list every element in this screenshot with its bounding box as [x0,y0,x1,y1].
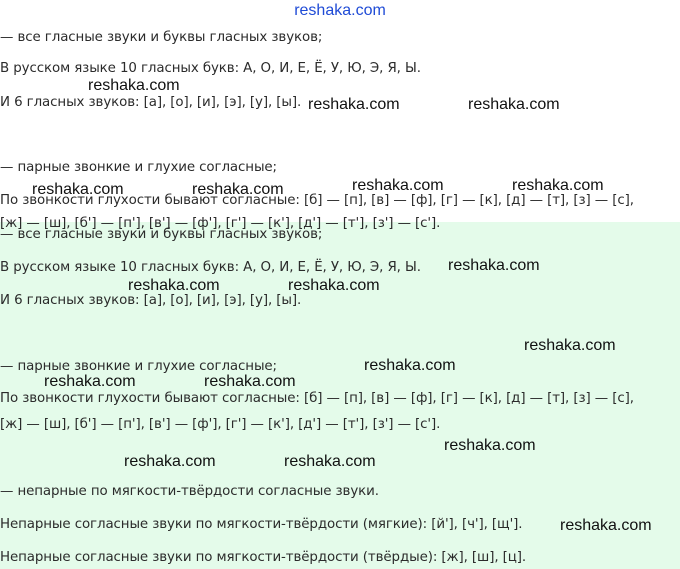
vowel-letters-text: В русском языке 10 гласных букв: А, О, И, Е, Ё, У, Ю, Э, Я, Ы. [0,61,421,76]
watermark: reshaka.com [128,277,220,294]
paired-consonants-line1: По звонкости глухости бывают согласные: [б] — [п], [в] — [ф], [г] — [к], [д] — [т], [з] — [с], [0,391,634,406]
vowels-heading: — все гласные звуки и буквы гласных звуков; [0,227,323,242]
watermark: reshaka.com [284,453,376,470]
watermark: reshaka.com [444,437,536,454]
watermark: reshaka.com [352,177,444,194]
paired-consonants-line2: [ж] — [ш], [б'] — [п'], [в'] — [ф'], [г'] — [к'], [д'] — [т'], [з'] — [с']. [0,216,441,231]
watermark: reshaka.com [512,177,604,194]
paired-consonants-line2: [ж] — [ш], [б'] — [п'], [в'] — [ф'], [г'] — [к'], [д'] — [т'], [з'] — [с']. [0,417,441,432]
vowel-sounds-text: И 6 гласных звуков: [а], [о], [и], [э], [у], [ы]. [0,95,302,110]
paired-consonants-heading: — парные звонкие и глухие согласные; [0,160,277,175]
watermark: reshaka.com [192,181,284,198]
watermark: reshaka.com [308,96,400,113]
clipped-line [0,215,680,231]
watermark: reshaka.com [44,373,136,390]
unpaired-consonants-heading: — непарные по мягкости-твёрдости согласные звуки. [0,484,379,499]
watermark: reshaka.com [560,517,652,534]
watermark: reshaka.com [288,277,380,294]
watermark: reshaka.com [32,181,124,198]
vowel-letters-text: В русском языке 10 гласных букв: А, О, И, Е, Ё, У, Ю, Э, Я, Ы. [0,260,421,275]
unpaired-hard-text: Непарные согласные звуки по мягкости-твёрдости (твёрдые): [ж], [ш], [ц]. [0,550,527,565]
unpaired-soft-text: Непарные согласные звуки по мягкости-твёрдости (мягкие): [й'], [ч'], [щ']. [0,517,523,532]
watermark: reshaka.com [448,257,540,274]
watermark: reshaka.com [468,96,560,113]
top-watermark: reshaka.com [294,2,386,19]
vowel-sounds-text: И 6 гласных звуков: [а], [о], [и], [э], [у], [ы]. [0,293,302,308]
vowels-heading: — все гласные звуки и буквы гласных звуков; [0,30,323,45]
paired-consonants-heading: — парные звонкие и глухие согласные; [0,359,277,374]
watermark: reshaka.com [364,357,456,374]
watermark: reshaka.com [204,373,296,390]
watermark: reshaka.com [124,453,216,470]
watermark: reshaka.com [524,337,616,354]
paired-consonants-line1: По звонкости глухости бывают согласные: [б] — [п], [в] — [ф], [г] — [к], [д] — [т], [з] — [с], [0,193,634,208]
watermark: reshaka.com [88,77,180,94]
